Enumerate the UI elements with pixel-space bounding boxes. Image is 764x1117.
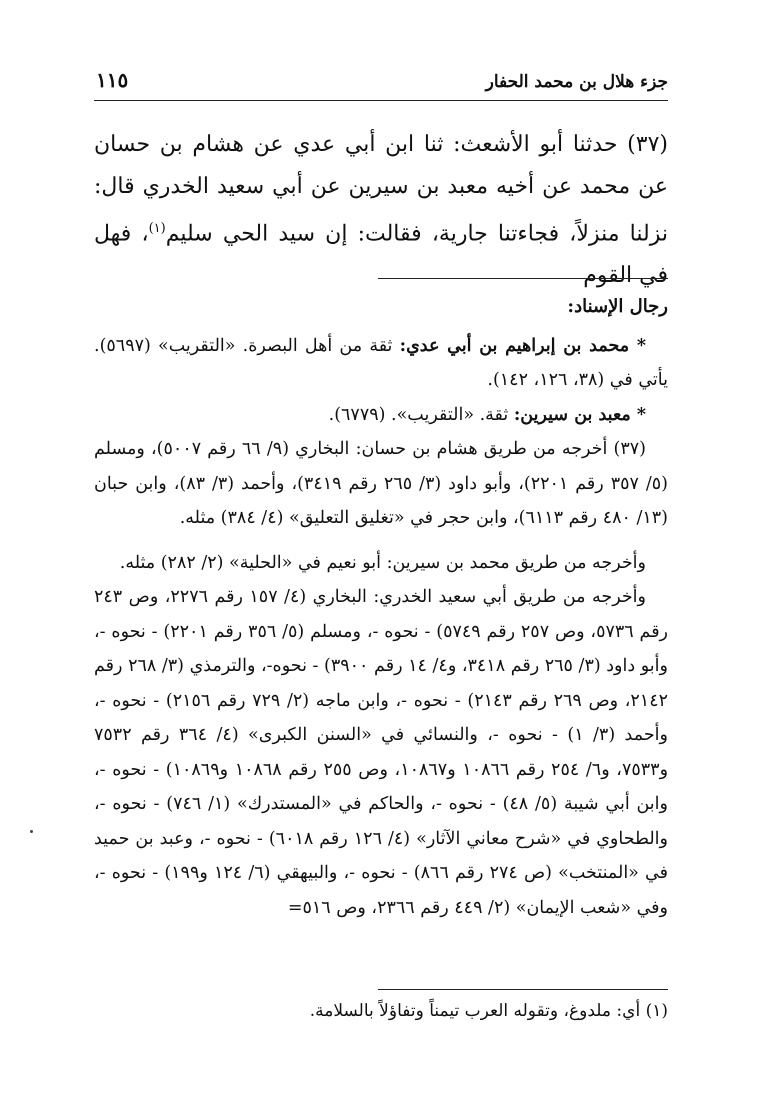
footnote-divider: [378, 989, 668, 990]
rijal-entry: [94, 398, 668, 433]
page-number: ١١٥: [96, 68, 129, 92]
margin-speck: [30, 830, 33, 833]
takhrij-paragraph: (٣٧) أخرجه من طريق هشام بن حسان: البخاري (٩/ ٦٦ رقم ٥٠٠٧)، ومسلم (٥/ ٣٥٧ رقم ٢٢٠١)، وأبو داود (٣/ ٢٦٥ رقم ٣٤١٩)، وأحمد (٣/ ٨٣)، وابن حبان (١٣/ ٤٨٠ رقم ٦١١٣)، وابن حجر في «تغليق التعليق» (٤/ ٣٨٤) مثله.: [94, 439, 668, 528]
hadith-text: [94, 124, 668, 297]
rijal-entry: [94, 329, 668, 398]
narrator-name: * محمد بن إبراهيم بن أبي عدي:: [399, 335, 646, 356]
hadith-body: (٣٧) حدثنا أبو الأشعث: ثنا ابن أبي عدي عن هشام بن حسان عن محمد عن أخيه معبد بن سيرين عن أبي سعيد الخدري قال: نزلنا منزلاً، فجاءتنا جارية، فقالت: إن سيد الحي سليم: [94, 132, 668, 247]
footnote-reference: (١): [148, 221, 166, 236]
takhrij-paragraph: وأخرجه من طريق محمد بن سيرين: أبو نعيم في «الحلية» (٢/ ٢٨٢) مثله.: [119, 552, 646, 573]
header-divider: [94, 100, 668, 101]
narrator-grade: ثقة من أهل البصرة. «التقريب» (٥٦٩٧). يأتي في (٣٨، ١٢٦، ١٤٢).: [94, 335, 668, 390]
narrator-grade: ثقة. «التقريب». (٦٧٧٩).: [328, 404, 509, 425]
running-title: جزء هلال بن محمد الحفار: [485, 72, 668, 92]
hadith-paragraph: [94, 124, 668, 297]
notes-section: [94, 290, 668, 925]
footnote: (١) أي: ملدوغ، وتقوله العرب تيمناً وتفاؤلاً بالسلامة.: [309, 1001, 668, 1021]
takhrij-paragraph: وأخرجه من طريق أبي سعيد الخدري: البخاري (٤/ ١٥٧ رقم ٢٢٧٦، وص ٢٤٣ رقم ٥٧٣٦، وص ٢٥٧ رقم ٥٧٤٩) - نحوه -، ومسلم (٥/ ٣٥٦ رقم ٢٢٠١) - نحوه -، وأبو داود (٣/ ٢٦٥ رقم ٣٤١٨، و٤/ ١٤ رقم ٣٩٠٠) - نحوه-، والترمذي (٣/ ٢٦٨ رقم ٢١٤٢، وص ٢٦٩ رقم ٢١٤٣) - نحوه -، وابن ماجه (٢/ ٧٢٩ رقم ٢١٥٦) - نحوه -، وأحمد (٣/ ١) - نحوه -، والنسائي في «السنن الكبرى» (٤/ ٣٦٤ رقم ٧٥٣٢ و٧٥٣٣، و٦/ ٢٥٤ رقم ١٠٨٦٦ و١٠٨٦٧، وص ٢٥٥ رقم ١٠٨٦٨ و١٠٨٦٩) - نحوه -، وابن أبي شيبة (٥/ ٤٨) - نحوه -، والحاكم في «المستدرك» (١/ ٧٤٦) - نحوه -، والطحاوي في «شرح معاني الآثار» (٤/ ١٢٦ رقم ٦٠١٨) - نحوه -، وعبد بن حميد في «المنتخب» (ص ٢٧٤ رقم ٨٦٦) - نحوه -، والبيهقي (٦/ ١٢٤ و١٩٩) - نحوه -، وفي «شعب الإيمان» (٢/ ٤٤٩ رقم ٢٣٦٦، وص ٥١٦=: [94, 587, 669, 918]
rijal-heading: رجال الإسناد:: [567, 296, 668, 317]
narrator-name: * معبد بن سيرين:: [513, 404, 646, 425]
hadith-body-end: ، فهل في القوم: [94, 221, 668, 289]
notes-divider: [378, 278, 668, 279]
